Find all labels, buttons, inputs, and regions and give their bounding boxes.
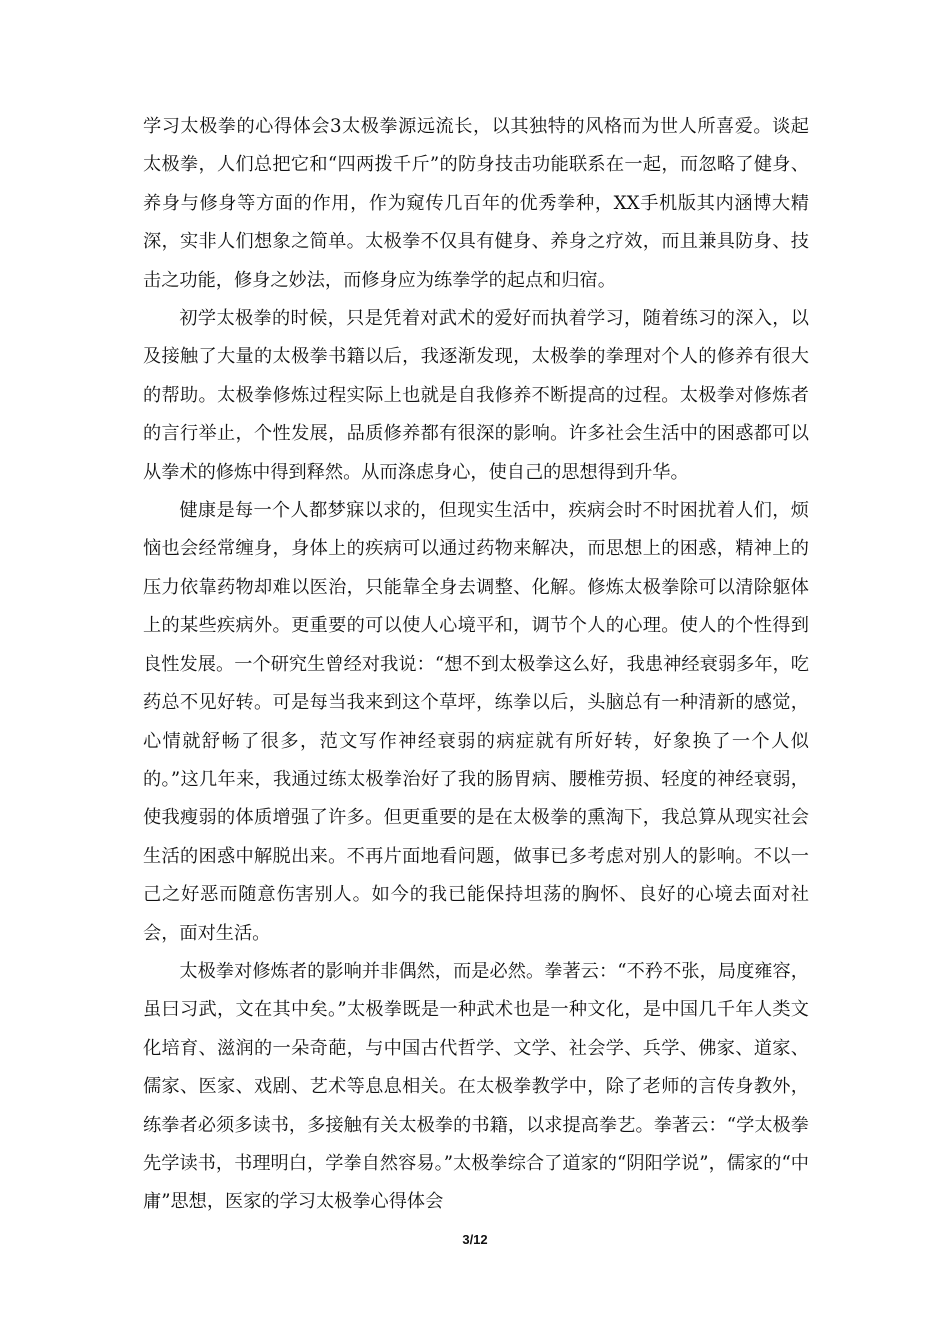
paragraph-3: 健康是每一个人都梦寐以求的，但现实生活中，疾病会时不时困扰着人们，烦恼也会经常缠身，身体上的疾病可以通过药物来解决，而思想上的困惑，精神上的压力依靠药物却难以医治，只能靠全身去调整、化解。修炼太极拳除可以清除躯体上的某些疾病外。更重要的可以使人心境平和，调节个人的心理。使人的个性得到良性发展。一个研究生曾经对我说：“想不到太极拳这么好，我患神经衰弱多年，吃药总不见好转。可是每当我来到这个草坪，练拳以后，头脑总有一种清新的感觉，心情就舒畅了很多，范文写作神经衰弱的病症就有所好转，好象换了一个人似的。”这几年来，我通过练太极拳治好了我的肠胃病、腰椎劳损、轻度的神经衰弱，使我瘦弱的体质增强了许多。但更重要的是在太极拳的熏淘下，我总算从现实社会生活的困惑中解脱出来。不再片面地看问题，做事已多考虑对别人的影响。不以一己之好恶而随意伤害别人。如今的我已能保持坦荡的胸怀、良好的心境去面对社会，面对生活。: [143, 500, 809, 944]
document-body: [143, 108, 809, 1222]
page-number: 3/12: [462, 1232, 488, 1247]
paragraph-2: 初学太极拳的时候，只是凭着对武术的爱好而执着学习，随着练习的深入，以及接触了大量的太极拳书籍以后，我逐渐发现，太极拳的拳理对个人的修养有很大的帮助。太极拳修炼过程实际上也就是自我修养不断提高的过程。太极拳对修炼者的言行举止，个性发展，品质修养都有很深的影响。许多社会生活中的困惑都可以从拳术的修炼中得到释然。从而涤虑身心，使自己的思想得到升华。: [143, 308, 809, 483]
paragraph-4: 太极拳对修炼者的影响并非偶然，而是必然。拳著云：“不矜不张，局度雍容，虽曰习武，文在其中矣。”太极拳既是一种武术也是一种文化，是中国几千年人类文化培育、滋润的一朵奇葩，与中国古代哲学、文学、社会学、兵学、佛家、道家、儒家、医家、戏剧、艺术等息息相关。在太极拳教学中，除了老师的言传身教外，练拳者必须多读书，多接触有关太极拳的书籍，以求提高拳艺。拳著云：“学太极拳先学读书，书理明白，学拳自然容易。”太极拳综合了道家的“阴阳学说”，儒家的“中庸”思想，医家的学习太极拳心得体会: [143, 960, 809, 1213]
paragraph-1: 学习太极拳的心得体会3太极拳源远流长，以其独特的风格而为世人所喜爱。谈起太极拳，人们总把它和“四两拨千斤”的防身技击功能联系在一起，而忽略了健身、养身与修身等方面的作用，作为窥传几百年的优秀拳种，XX手机版其内涵博大精深，实非人们想象之简单。太极拳不仅具有健身、养身之疗效，而且兼具防身、技击之功能，修身之妙法，而修身应为练拳学的起点和归宿。: [143, 116, 809, 291]
